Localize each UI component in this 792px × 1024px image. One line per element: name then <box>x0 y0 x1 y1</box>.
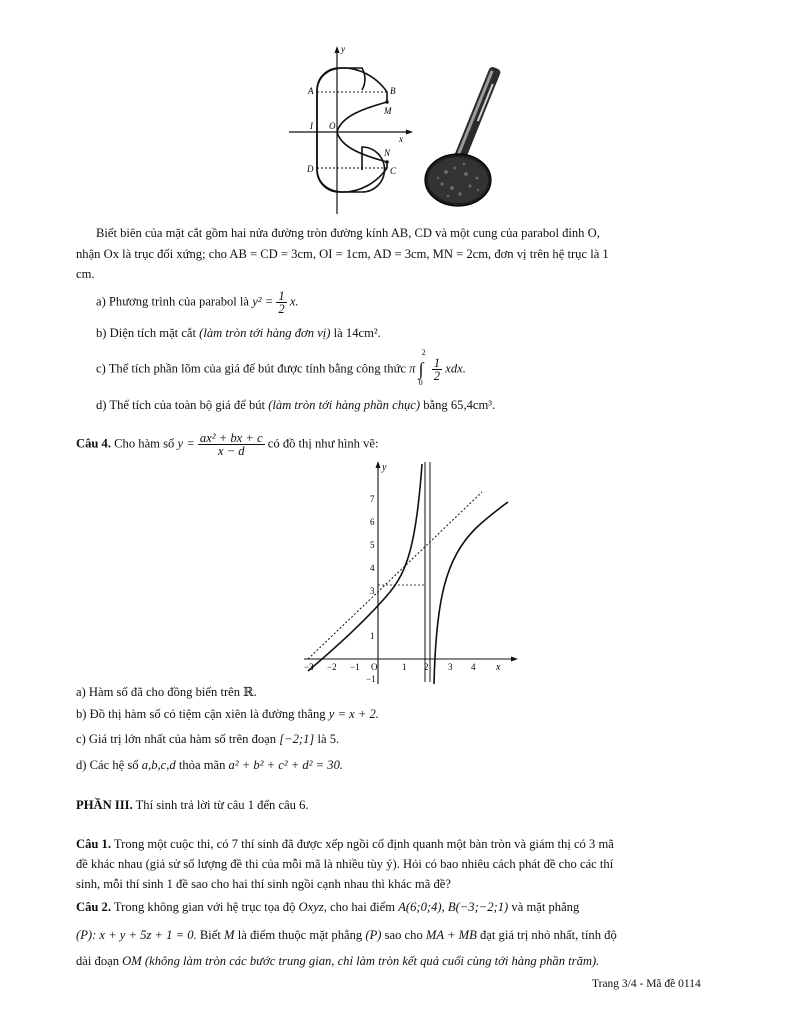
cau4-d-eq: a² + b² + c² + d² = 30. <box>228 758 344 772</box>
fig1-label-N: N <box>384 148 391 158</box>
graph-ytick-neg1: −1 <box>366 674 376 684</box>
cau2-sum: MA + MB <box>425 928 477 942</box>
cau2-line2-a: Biết <box>199 928 221 942</box>
fig1-label-x: x <box>399 134 403 144</box>
pen-holder-photo <box>420 60 510 210</box>
fig1-label-D: D <box>307 164 314 174</box>
cau2-oxyz: Oxyz <box>298 900 324 914</box>
p3-intro-line2: nhận Ox là trục đối xứng; cho AB = CD = 3cm, OI = 1cm, AD = 3cm, MN = 2cm, đơn vị trên hệ trục là 1 <box>76 247 609 261</box>
cau4-frac-num: ax² + bx + c <box>199 431 263 445</box>
p3-c-prefix: c) Thể tích phần lõm của giá để bút được tính bằng công thức <box>96 361 406 376</box>
page-footer: Trang 3/4 - Mã đề 0114 <box>592 978 701 990</box>
cau2-line1-a: Trong không gian với hệ trục tọa độ <box>113 900 296 914</box>
cau4-b-text: b) Đồ thị hàm số có tiệm cận xiên là đường thẳng <box>76 707 326 721</box>
cau2-line3-note: (không làm tròn các bước trung gian, chỉ làm tròn kết quả cuối cùng tới hàng phần trăm). <box>144 954 600 968</box>
cau2-line2-b: là điểm thuộc mặt phẳng <box>237 928 363 942</box>
fig1-label-M: M <box>384 106 392 116</box>
p3-a-eq-right: x. <box>289 294 299 309</box>
cau4-c-tail: là 5. <box>317 732 340 746</box>
p3-a-prefix: a) Phương trình của parabol là <box>96 294 250 309</box>
fig1-label-B: B <box>390 86 396 96</box>
p3-c-upper: 2 <box>421 347 426 357</box>
graph-x-label: x <box>496 662 501 673</box>
cau2-P: (P) <box>365 928 382 942</box>
p3-b-prefix: b) Diện tích mặt cắt <box>96 326 197 340</box>
graph-xtick-3: 3 <box>448 662 453 672</box>
cau4-item-d <box>76 757 343 773</box>
cau2-plane: (P): x + y + 5z + 1 = 0. <box>76 928 197 942</box>
p3-d-prefix: d) Thể tích của toàn bộ giá để bút <box>96 398 266 412</box>
graph-y-label: y <box>382 462 387 473</box>
cau4-c-text: c) Giá trị lớn nhất của hàm số trên đoạn <box>76 732 277 746</box>
p3-a-eq-left: y² = <box>252 294 274 309</box>
cau2-line2-c: sao cho <box>384 928 423 942</box>
cau4-item-b <box>76 706 379 722</box>
p3-item-a <box>96 290 299 315</box>
cau4-item-a: a) Hàm số đã cho đồng biến trên ℝ. <box>76 685 257 699</box>
graph-xtick-neg3: −3 <box>304 662 314 672</box>
graph-ytick-1: 1 <box>370 631 375 641</box>
fig1-label-y: y <box>341 44 345 54</box>
fig1-label-C: C <box>390 166 397 176</box>
cau4-function-graph <box>300 458 520 686</box>
graph-xtick-neg1: −1 <box>350 662 360 672</box>
fig1-label-A: A <box>308 86 314 96</box>
p3-c-frac-den: 2 <box>433 369 441 383</box>
p3-item-b <box>96 325 381 341</box>
fig1-label-I: I <box>310 121 313 131</box>
p3-c-tail: xdx. <box>445 361 466 376</box>
cau4-d-text: d) Các hệ số <box>76 758 139 772</box>
cau1-line2: đề khác nhau (giả sử số lượng đề thi của mỗi mã là nhiều tùy ý). Hỏi có bao nhiêu cách phát đề cho các thí <box>76 857 614 871</box>
part3-heading-label: PHẦN III. <box>76 798 133 812</box>
graph-ytick-5: 5 <box>370 540 375 550</box>
cau2-M: M <box>224 928 235 942</box>
graph-ytick-3: 3 <box>370 586 375 596</box>
cau4-label: Câu 4. <box>76 436 111 451</box>
p3-c-integral <box>418 347 429 387</box>
fig1-label-O: O <box>329 121 336 131</box>
cau4-b-eq: y = x + 2. <box>328 707 379 721</box>
cau2-line2 <box>76 927 617 943</box>
p3-c-frac-num: 1 <box>433 356 441 370</box>
cau4-text-after: có đồ thị như hình vẽ: <box>267 436 379 451</box>
part3-heading-rest: Thí sinh trả lời từ câu 1 đến câu 6. <box>135 798 309 812</box>
cau2-line1-c: và mặt phẳng <box>511 900 580 914</box>
p3-a-fraction <box>276 290 286 315</box>
cau2-line1-b: , cho hai điểm <box>323 900 396 914</box>
graph-ytick-4: 4 <box>370 563 375 573</box>
cau2-line2-d: đạt giá trị nhỏ nhất, tính độ <box>480 928 617 942</box>
graph-xtick-4: 4 <box>471 662 476 672</box>
cau1-label: Câu 1. <box>76 837 111 851</box>
p3-c-lower: 0 <box>418 377 423 387</box>
cau2-line3-a: dài đoạn <box>76 954 120 968</box>
cau2-OM: OM <box>122 954 142 968</box>
cau1-line1-text: Trong một cuộc thi, có 7 thí sinh đã được xếp ngồi cố định quanh một bàn tròn và giám thị có 3 mã <box>113 837 614 851</box>
p3-a-frac-den: 2 <box>278 302 285 316</box>
p3-b-suffix: là 14cm². <box>333 326 381 340</box>
graph-origin: O <box>371 662 378 672</box>
graph-xtick-2: 2 <box>424 662 429 672</box>
cau4-d-mid: thỏa mãn <box>178 758 226 772</box>
cau1-line3: sinh, mỗi thí sinh 1 đề sao cho hai thí sinh ngồi cạnh nhau thì khác mã đề? <box>76 877 451 891</box>
p3-item-c <box>96 347 466 387</box>
p3-b-note: (làm tròn tới hàng đơn vị) <box>199 326 331 340</box>
cau4-c-interval: [−2;1] <box>279 732 315 746</box>
p3-intro-line1: Biết biên của mặt cắt gồm hai nửa đường tròn đường kính AB, CD và một cung của parabol đỉnh O, <box>96 226 600 240</box>
p3-c-fraction <box>432 357 442 382</box>
cau2-label: Câu 2. <box>76 900 111 914</box>
graph-xtick-1: 1 <box>402 662 407 672</box>
p3-c-int-sign: ∫ <box>418 358 424 379</box>
cau2-line3 <box>76 953 599 969</box>
part3-heading <box>76 797 309 813</box>
cau4-y-eq: y = <box>177 436 195 451</box>
graph-xtick-neg2: −2 <box>327 662 337 672</box>
cau1-line1 <box>76 836 614 852</box>
cau2-line1 <box>76 899 579 915</box>
p3-item-d <box>96 397 495 413</box>
cau4-statement <box>76 432 379 457</box>
cau4-frac-den: x − d <box>217 444 245 458</box>
p3-d-suffix: bằng 65,4cm³. <box>423 398 496 412</box>
graph-ytick-7: 7 <box>370 494 375 504</box>
cau4-d-vars: a,b,c,d <box>141 758 176 772</box>
p3-d-note: (làm tròn tới hàng phần chục) <box>268 398 421 412</box>
cross-section-diagram <box>285 42 415 220</box>
p3-intro-line3: cm. <box>76 267 95 281</box>
p3-c-pi: π <box>409 361 416 376</box>
graph-ytick-6: 6 <box>370 517 375 527</box>
cau4-item-c <box>76 731 339 747</box>
cau4-text-before: Cho hàm số <box>114 436 175 451</box>
p3-a-frac-num: 1 <box>278 289 285 303</box>
cau4-fraction <box>198 432 265 457</box>
cau2-points: A(6;0;4), B(−3;−2;1) <box>398 900 509 914</box>
